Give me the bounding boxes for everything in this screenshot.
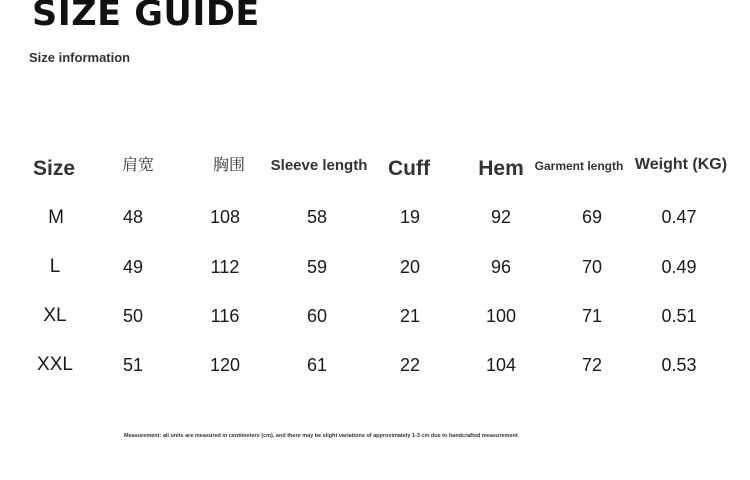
hem-value: 96	[490, 257, 512, 277]
weight-value: 0.47	[661, 207, 697, 227]
header-shoulder-width: 肩宽	[121, 155, 155, 174]
sleeve-length-value: 59	[306, 257, 328, 277]
garment-length-value: 72	[581, 355, 603, 375]
header-weight: Weight (KG)	[634, 156, 728, 173]
cuff-value: 19	[399, 207, 421, 227]
header-hem: Hem	[478, 157, 524, 180]
garment-length-value: 71	[581, 306, 603, 326]
weight-value: 0.53	[661, 355, 697, 375]
hem-value: 100	[485, 306, 517, 326]
header-chest: 胸围	[212, 155, 246, 174]
hem-value: 104	[485, 355, 517, 375]
size-label: M	[48, 207, 64, 228]
sleeve-length-value: 61	[306, 355, 328, 375]
size-label: L	[49, 256, 61, 277]
shoulder-width-value: 51	[122, 355, 144, 375]
size-label: XXL	[37, 354, 73, 375]
sleeve-length-value: 60	[306, 306, 328, 326]
header-garment-length: Garment length	[534, 159, 624, 173]
chest-value: 112	[210, 257, 240, 277]
chest-value: 116	[210, 306, 240, 326]
header-size: Size	[32, 157, 76, 180]
hem-value: 92	[490, 207, 512, 227]
garment-length-value: 70	[581, 257, 603, 277]
cuff-value: 22	[399, 355, 421, 375]
weight-value: 0.49	[661, 257, 697, 277]
size-label: XL	[43, 305, 67, 326]
garment-length-value: 69	[581, 207, 603, 227]
size-information-subtitle: Size information	[29, 50, 131, 65]
header-cuff: Cuff	[388, 157, 430, 180]
chest-value: 108	[209, 207, 241, 227]
weight-value: 0.51	[661, 306, 697, 326]
cuff-value: 20	[399, 257, 421, 277]
page-title: SIZE GUIDE	[32, 0, 260, 34]
measurement-footnote: Measurement: all units are measured in centimeters (cm), and there may be slight variations of approximately 1-3 cm due to handcrafted measurement	[124, 433, 518, 439]
shoulder-width-value: 49	[122, 257, 144, 277]
shoulder-width-value: 48	[122, 207, 144, 227]
cuff-value: 21	[399, 306, 421, 326]
sleeve-length-value: 58	[306, 207, 328, 227]
chest-value: 120	[209, 355, 241, 375]
header-sleeve-length: Sleeve length	[270, 157, 368, 174]
shoulder-width-value: 50	[122, 306, 144, 326]
